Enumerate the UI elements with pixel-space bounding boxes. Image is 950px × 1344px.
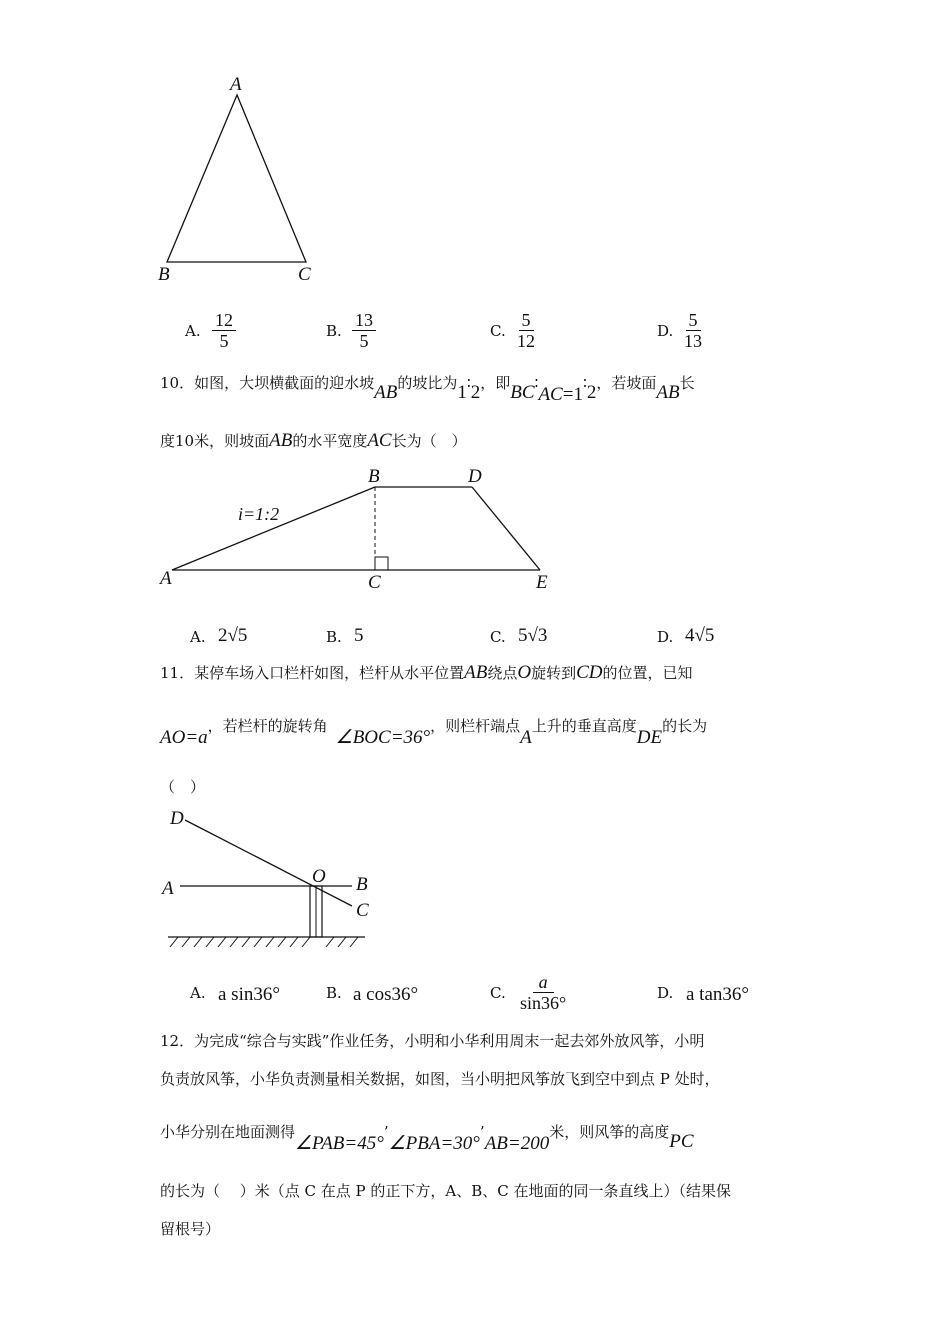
q12-line3: [160, 1120, 694, 1154]
label-C: C: [298, 264, 311, 285]
q11-answer-blank: （ ）: [160, 778, 206, 796]
text: ∶: [582, 374, 587, 392]
math: PC: [669, 1131, 694, 1152]
math: =: [562, 384, 574, 405]
math: 2: [586, 382, 597, 403]
label-A: A: [230, 74, 242, 95]
math: O: [517, 662, 532, 683]
option-b-fraction: [352, 310, 376, 351]
text: 11．某停车场入口栏杆如图，栏杆从水平位置: [160, 664, 465, 682]
denominator: 13: [684, 331, 702, 351]
q12-line4: 的长为（ ）米（点 C 在点 P 的正下方，A、B、C 在地面的同一条直线上）（结果保: [160, 1182, 732, 1200]
math: AB: [656, 382, 680, 403]
q10-line1: [160, 372, 695, 405]
label-B: B: [356, 874, 368, 895]
math: BC: [510, 382, 535, 403]
text: 小华分别在地面测得: [160, 1123, 296, 1141]
label-C: C: [368, 572, 381, 593]
q10-line2: [160, 430, 467, 452]
text: 长: [679, 374, 695, 392]
math: A: [520, 727, 532, 748]
option-label: A.: [190, 984, 206, 1002]
math: AC: [538, 384, 563, 405]
numerator: 12: [212, 310, 236, 331]
barrier-figure: [160, 808, 369, 947]
text: ，即: [480, 374, 511, 392]
numerator: 5: [686, 310, 701, 331]
text: ，若坡面: [596, 374, 657, 392]
option-a-value: 2√5: [218, 625, 248, 646]
denominator: sin36°: [520, 993, 567, 1013]
q11-line1: [160, 662, 693, 684]
option-c-fraction: [520, 972, 566, 1013]
math: DE: [636, 727, 663, 748]
math: ∠BOC=36°: [335, 727, 431, 748]
option-b-value: 5: [354, 625, 364, 646]
label-C: C: [356, 900, 369, 921]
text: ’: [479, 1123, 485, 1141]
option-label: A.: [190, 628, 206, 646]
text: ∶: [534, 374, 539, 392]
option-d-value: a tan36°: [686, 984, 749, 1005]
option-d-value: 4√5: [685, 625, 715, 646]
text: 的水平宽度: [292, 432, 368, 450]
numerator: a: [533, 972, 554, 993]
text: 的位置，已知: [602, 664, 693, 682]
math: AB: [269, 430, 293, 451]
slope-label: i=1:2: [238, 504, 280, 524]
math: AO=a: [160, 727, 208, 748]
option-a-fraction: [212, 310, 236, 351]
label-O: O: [312, 866, 326, 887]
text: ’: [383, 1123, 389, 1141]
option-label: D.: [657, 984, 674, 1002]
option-c-value: 5√3: [518, 625, 548, 646]
numerator: 13: [352, 310, 376, 331]
text: 10．如图，大坝横截面的迎水坡: [160, 374, 375, 392]
math: 1: [457, 382, 467, 403]
option-label: B.: [326, 984, 342, 1002]
text: 上升的垂直高度: [531, 717, 637, 735]
text: 米，则风筝的高度: [549, 1123, 670, 1141]
text: ，若栏杆的旋转角: [207, 717, 328, 735]
text: ，则栏杆端点: [430, 717, 521, 735]
option-label: B.: [326, 322, 342, 340]
option-label: C.: [490, 628, 506, 646]
label-D: D: [170, 808, 184, 829]
denominator: 12: [517, 331, 535, 351]
option-label: B.: [326, 628, 342, 646]
text: ∶: [466, 374, 471, 392]
q11-line2: [160, 714, 708, 748]
math: AC: [367, 430, 392, 451]
dam-figure: [158, 466, 548, 593]
math: AB: [464, 662, 488, 683]
option-label: D.: [657, 628, 674, 646]
math: ∠PAB=45°: [295, 1133, 384, 1154]
option-label: A.: [185, 322, 201, 340]
q12-line5: 留根号）: [160, 1220, 221, 1238]
option-d-fraction: [684, 310, 702, 351]
label-A: A: [162, 878, 174, 899]
numerator: 5: [519, 310, 534, 331]
math: AB: [374, 382, 398, 403]
text: 长为（ ）: [391, 432, 467, 450]
label-E: E: [536, 572, 548, 593]
math: CD: [576, 662, 603, 683]
q12-line1: 12．为完成“综合与实践”作业任务，小明和小华利用周末一起去郊外放风筝，小明: [160, 1032, 705, 1050]
option-c-fraction: [517, 310, 535, 351]
label-B: B: [158, 264, 170, 285]
option-label: C.: [490, 322, 506, 340]
math: 2: [470, 382, 481, 403]
text: 的坡比为: [397, 374, 458, 392]
math: 1: [573, 384, 583, 405]
text: 度10米，则坡面: [160, 432, 270, 450]
q12-line2: 负责放风筝，小华负责测量相关数据，如图，当小明把风筝放飞到空中到点 P 处时，: [160, 1070, 720, 1088]
math: AB=200: [484, 1133, 550, 1154]
text: 旋转到: [531, 664, 577, 682]
option-a-value: a sin36°: [218, 984, 280, 1005]
option-label: C.: [490, 984, 506, 1002]
option-label: D.: [657, 322, 674, 340]
denominator: 5: [219, 331, 229, 351]
label-D: D: [468, 466, 482, 487]
math: ∠PBA=30°: [388, 1133, 480, 1154]
denominator: 5: [359, 331, 369, 351]
option-b-value: a cos36°: [353, 984, 419, 1005]
text: 的长为: [662, 717, 708, 735]
triangle-figure: [158, 74, 311, 285]
text: 绕点: [487, 664, 518, 682]
label-B: B: [368, 466, 380, 487]
label-A: A: [160, 568, 172, 589]
